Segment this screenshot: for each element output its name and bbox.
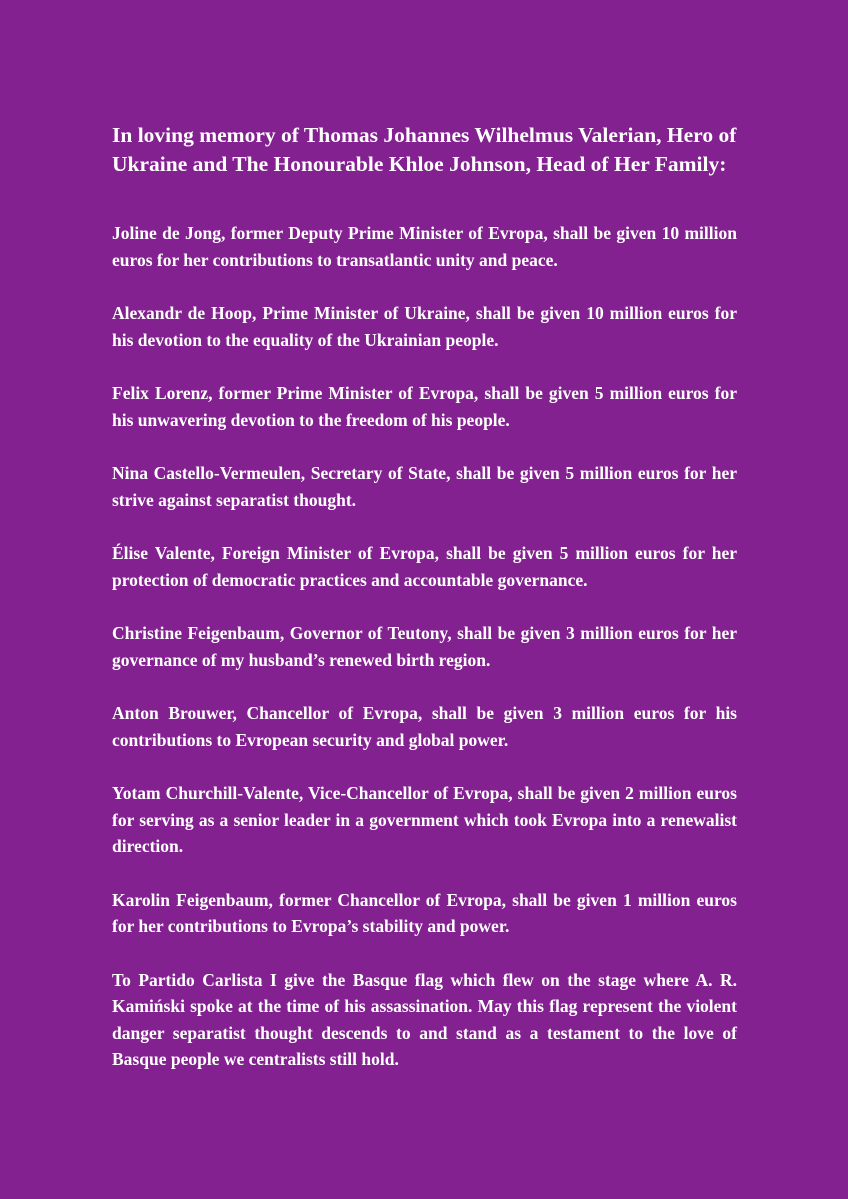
bequest-paragraph-10: To Partido Carlista I give the Basque flag which flew on the stage where A. R. Kamiński spoke at the time of his assassination. May this flag represent the violent danger separatist thought descends to and stand as a testament to the love of Basque people we centralists still hold. [112, 969, 737, 1069]
bequest-paragraph-5: Élise Valente, Foreign Minister of Evropa, shall be given 5 million euros for her protection of democratic practices and accountable governance. [112, 543, 737, 590]
document-body [112, 121, 737, 1100]
bequest-paragraph-6: Christine Feigenbaum, Governor of Teutony, shall be given 3 million euros for her governance of my husband’s renewed birth region. [112, 623, 737, 670]
bequest-paragraph-8: Yotam Churchill-Valente, Vice-Chancellor of Evropa, shall be given 2 million euros for serving as a senior leader in a government which took Evropa into a renewalist direction. [112, 783, 737, 856]
bequest-paragraph-2: Alexandr de Hoop, Prime Minister of Ukraine, shall be given 10 million euros for his devotion to the equality of the Ukrainian people. [112, 303, 737, 350]
bequest-paragraph-9: Karolin Feigenbaum, former Chancellor of Evropa, shall be given 1 million euros for her contributions to Evropa’s stability and power. [112, 889, 737, 936]
bequest-paragraph-4: Nina Castello-Vermeulen, Secretary of State, shall be given 5 million euros for her strive against separatist thought. [112, 463, 737, 510]
bequest-paragraph-3: Felix Lorenz, former Prime Minister of Evropa, shall be given 5 million euros for his unwavering devotion to the freedom of his people. [112, 383, 737, 430]
bequest-paragraph-1: Joline de Jong, former Deputy Prime Minister of Evropa, shall be given 10 million euros for her contributions to transatlantic unity and peace. [112, 223, 737, 270]
dedication-heading: In loving memory of Thomas Johannes Wilhelmus Valerian, Hero of Ukraine and The Honourable Khloe Johnson, Head of Her Family: [112, 123, 737, 176]
bequest-paragraph-7: Anton Brouwer, Chancellor of Evropa, shall be given 3 million euros for his contributions to Evropean security and global power. [112, 703, 737, 750]
